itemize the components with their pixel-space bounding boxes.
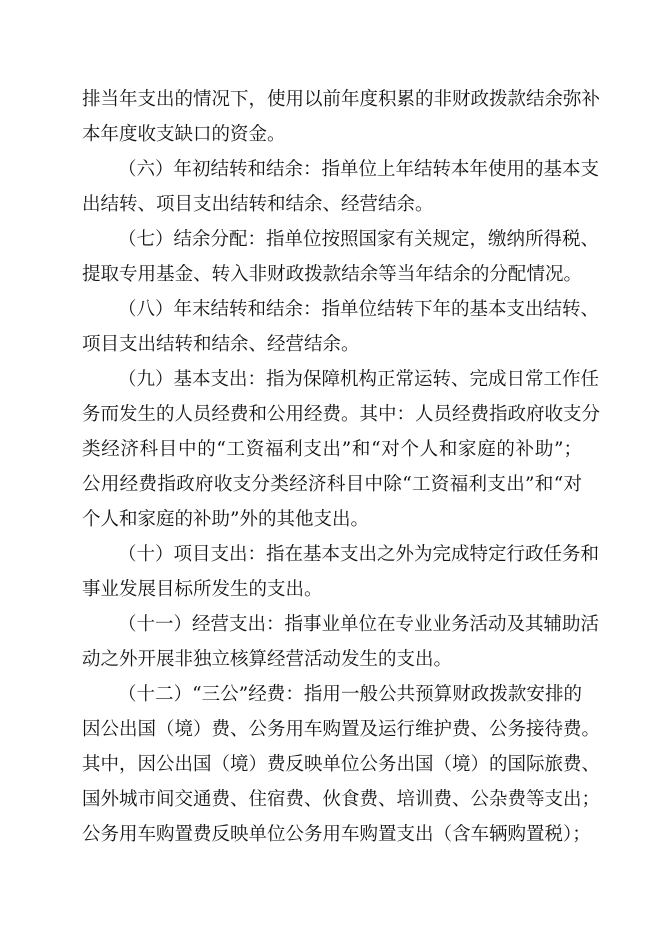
text-line-1: 排当年支出的情况下，使用以前年度积累的非财政拨款结余弥补 [82, 89, 601, 110]
text-line-11: 类经济科目中的“工资福利支出”和“对个人和家庭的补助”； [82, 439, 582, 460]
text-line-17: 动之外开展非独立核算经营活动发生的支出。 [82, 649, 453, 670]
text-line-10: 务而发生的人员经费和公用经费。其中：人员经费指政府收支分 [82, 404, 601, 425]
text-line-2: 本年度收支缺口的资金。 [82, 124, 286, 145]
text-line-5: （七）结余分配：指单位按照国家有关规定，缴纳所得税、 [118, 229, 600, 250]
text-line-3: （六）年初结转和结余：指单位上年结转本年使用的基本支 [118, 159, 600, 180]
text-line-21: 国外城市间交通费、住宿费、伙食费、培训费、公杂费等支出； [82, 789, 601, 810]
text-line-19: 因公出国（境）费、公务用车购置及运行维护费、公务接待费。 [82, 719, 601, 740]
text-line-12: 公用经费指政府收支分类经济科目中除“工资福利支出”和“对 [82, 474, 582, 495]
text-line-4: 出结转、项目支出结转和结余、经营结余。 [82, 194, 434, 215]
text-line-20: 其中，因公出国（境）费反映单位公务出国（境）的国际旅费、 [82, 754, 601, 775]
text-line-16: （十一）经营支出：指事业单位在专业业务活动及其辅助活 [118, 614, 600, 635]
text-line-14: （十）项目支出：指在基本支出之外为完成特定行政任务和 [118, 544, 600, 565]
text-line-15: 事业发展目标所发生的支出。 [82, 579, 323, 600]
text-line-22: 公务用车购置费反映单位公务用车购置支出（含车辆购置税）； [82, 824, 591, 845]
text-line-9: （九）基本支出：指为保障机构正常运转、完成日常工作任 [118, 369, 600, 390]
text-line-8: 项目支出结转和结余、经营结余。 [82, 334, 360, 355]
text-line-7: （八）年末结转和结余：指单位结转下年的基本支出结转、 [118, 299, 600, 320]
text-line-13: 个人和家庭的补助”外的其他支出。 [82, 509, 369, 530]
text-line-6: 提取专用基金、转入非财政拨款结余等当年结余的分配情况。 [82, 264, 582, 285]
text-line-18: （十二）“三公”经费：指用一般公共预算财政拨款安排的 [118, 684, 582, 705]
